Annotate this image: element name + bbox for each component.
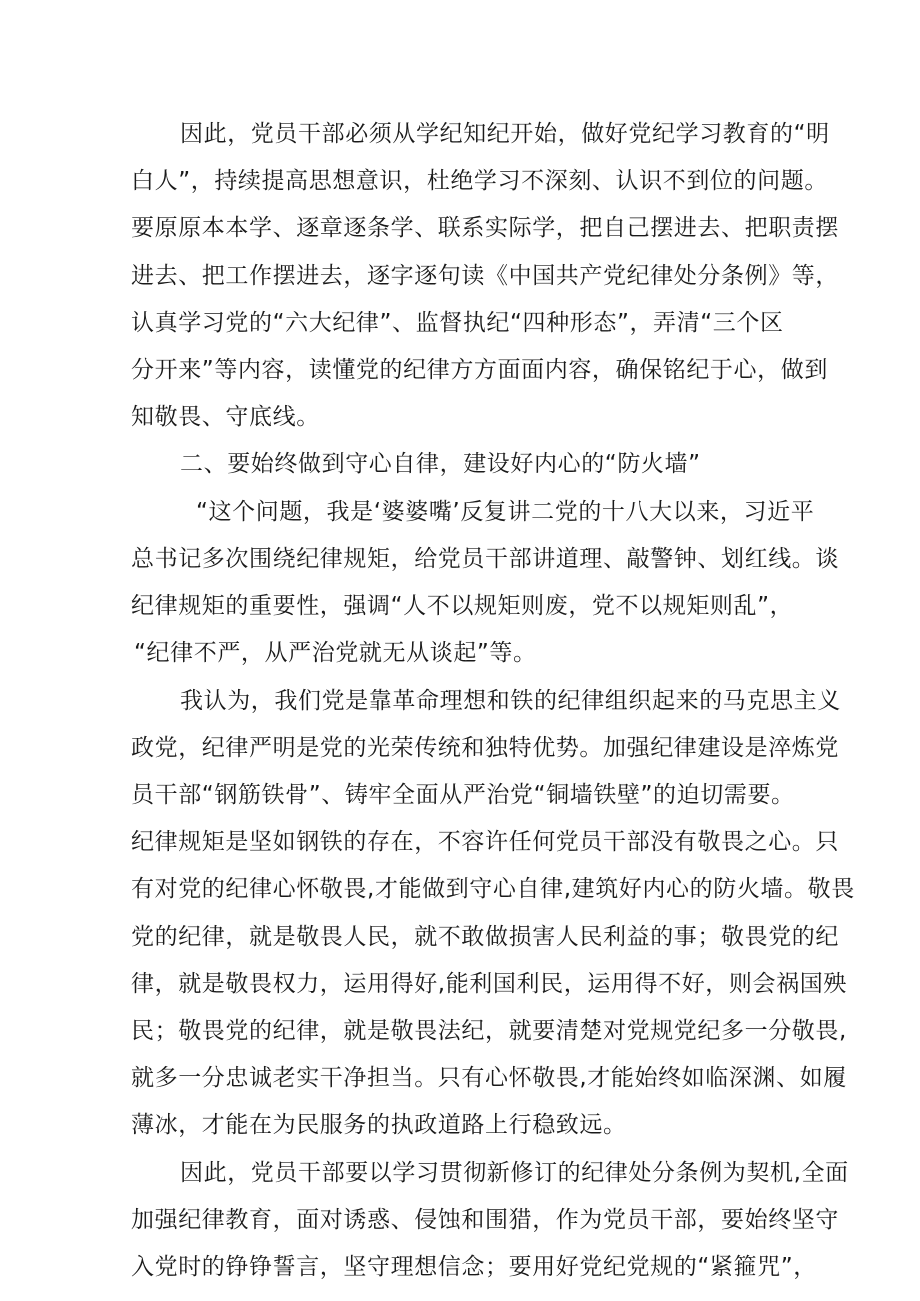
paragraph-2-line-2: 总书记多次围绕纪律规矩，给党员干部讲道理、敲警钟、划红线。谈 bbox=[131, 546, 839, 572]
paragraph-4-line-3: 入党时的铮铮誓言，坚守理想信念；要用好党纪党规的“紧箍咒”， bbox=[131, 1254, 817, 1280]
paragraph-2-line-1: “这个问题，我是‘婆婆嘴’反复讲二党的十八大以来，习近平 bbox=[196, 499, 815, 525]
paragraph-2-line-4: “纪律不严，从严治党就无从谈起”等。 bbox=[134, 640, 537, 666]
paragraph-3-line-5: 有对党的纪律心怀敬畏,才能做到守心自律,建筑好内心的防火墙。敬畏 bbox=[131, 876, 855, 902]
paragraph-3-line-2: 政党，纪律严明是党的光荣传统和独特优势。加强纪律建设是淬炼党 bbox=[131, 735, 839, 761]
paragraph-3-line-1: 我认为，我们党是靠革命理想和铁的纪律组织起来的马克思主义 bbox=[180, 688, 841, 714]
section-heading: 二、要始终做到守心自律，建设好内心的“防火墙” bbox=[180, 451, 701, 477]
paragraph-3-line-4: 纪律规矩是坚如钢铁的存在，不容许任何党员干部没有敬畏之心。只 bbox=[131, 829, 839, 855]
paragraph-3-line-7: 律，就是敬畏权力，运用得好,能利国利民，运用得不好，则会祸国殃 bbox=[131, 971, 847, 997]
paragraph-1-line-1: 因此，党员干部必须从学纪知纪开始，做好党纪学习教育的“明 bbox=[180, 121, 830, 147]
paragraph-3-line-10: 薄冰，才能在为民服务的执政道路上行稳致远。 bbox=[131, 1112, 627, 1138]
paragraph-3-line-8: 民；敬畏党的纪律，就是敬畏法纪，就要清楚对党规党纪多一分敬畏, bbox=[131, 1018, 847, 1044]
paragraph-1-line-3: 要原原本本学、逐章逐条学、联系实际学，把自己摆进去、把职责摆 bbox=[131, 215, 839, 241]
paragraph-4-line-2: 加强纪律教育，面对诱惑、侵蚀和围猎，作为党员干部，要始终坚守 bbox=[131, 1207, 839, 1233]
paragraph-3-line-6: 党的纪律，就是敬畏人民，就不敢做损害人民利益的事；敬畏党的纪 bbox=[131, 924, 839, 950]
paragraph-1-line-6: 分开来”等内容，读懂党的纪律方方面面内容，确保铭纪于心，做到 bbox=[131, 357, 828, 383]
paragraph-3-line-3: 员干部“钢筋铁骨”、铸牢全面从严治党“铜墙铁壁”的迫切需要。 bbox=[131, 782, 795, 808]
paragraph-3-line-9: 就多一分忠诚老实干净担当。只有心怀敬畏,才能始终如临深渊、如履 bbox=[131, 1065, 847, 1091]
paragraph-4-line-1: 因此，党员干部要以学习贯彻新修订的纪律处分条例为契机,全面 bbox=[180, 1160, 849, 1186]
paragraph-1-line-7: 知敬畏、守底线。 bbox=[131, 404, 320, 430]
paragraph-1-line-4: 进去、把工作摆进去，逐字逐句读《中国共产党纪律处分条例》等， bbox=[131, 263, 839, 289]
paragraph-1-line-5: 认真学习党的“六大纪律”、监督执纪“四种形态”，弄清“三个区 bbox=[131, 310, 784, 336]
paragraph-2-line-3: 纪律规矩的重要性，强调“人不以规矩则废，党不以规矩则乱”， bbox=[131, 593, 794, 619]
paragraph-1-line-2: 白人”，持续提高思想意识，杜绝学习不深刻、认识不到位的问题。 bbox=[131, 168, 828, 194]
